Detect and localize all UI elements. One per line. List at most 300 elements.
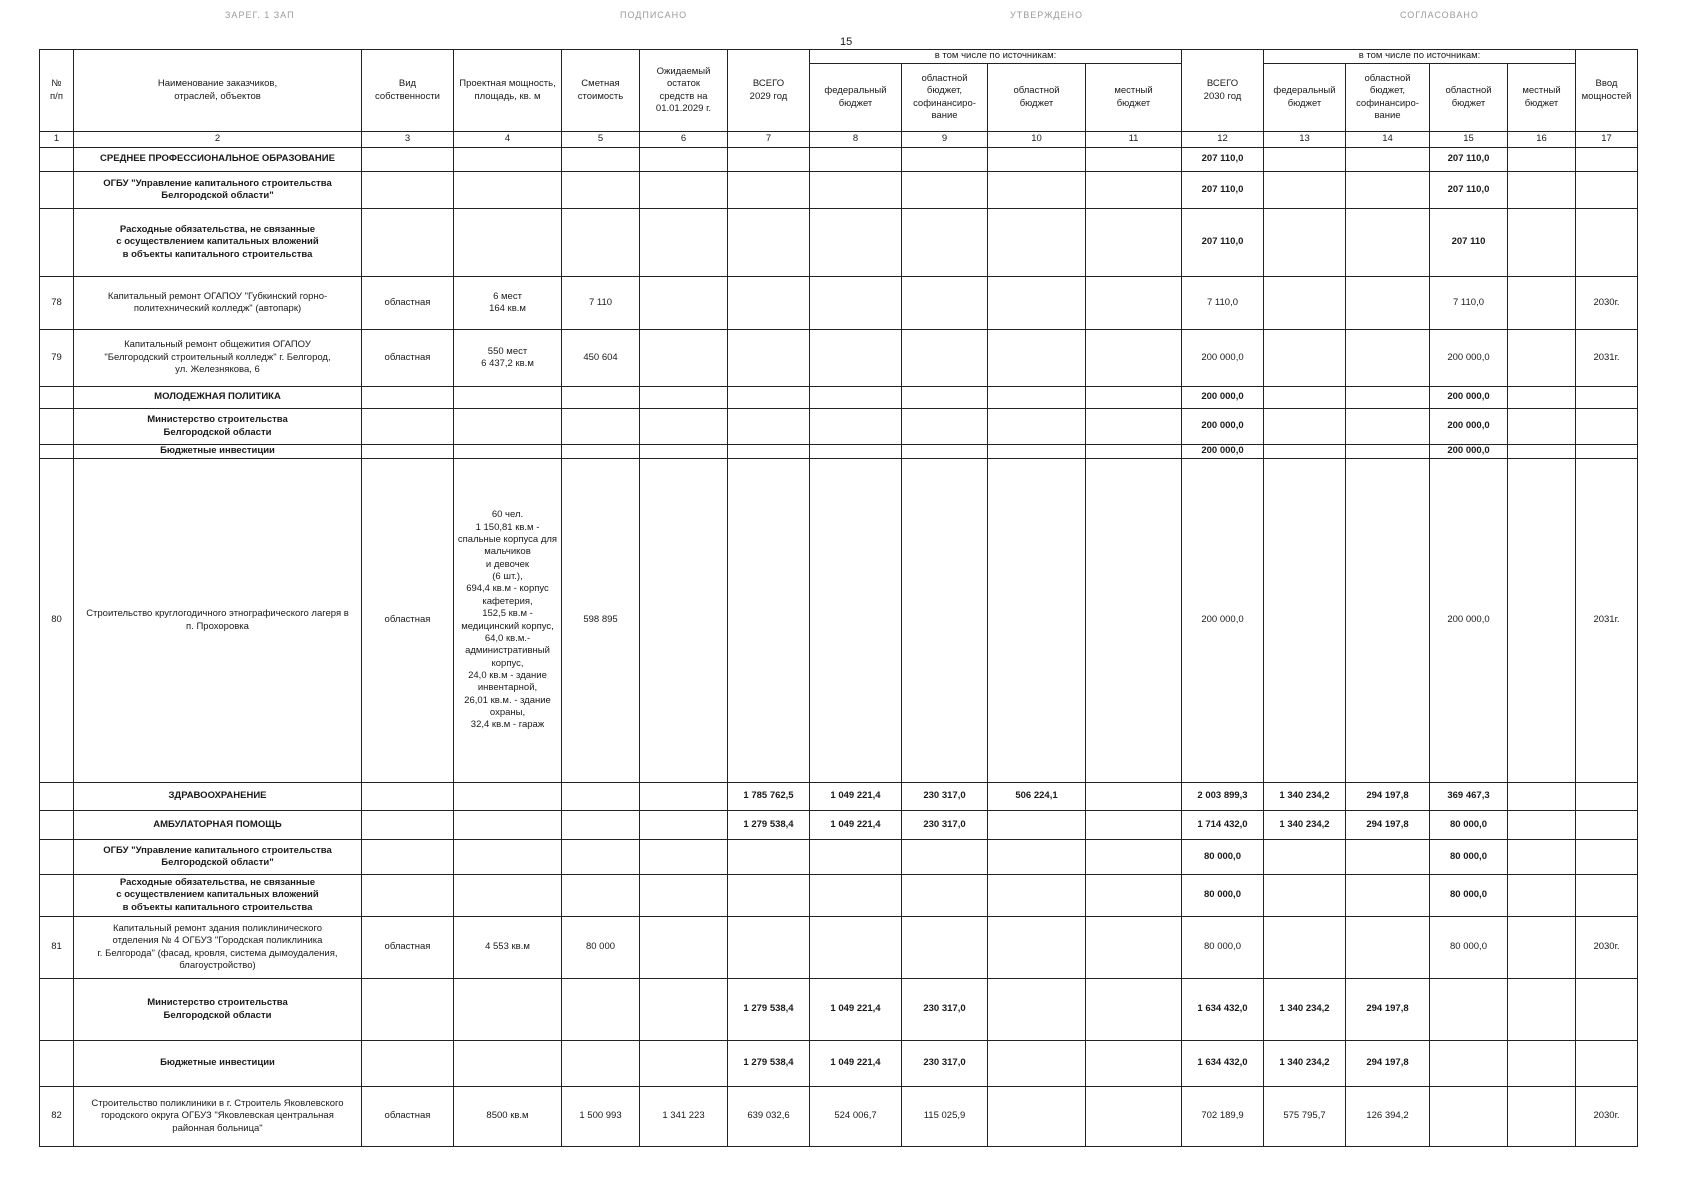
- cell-rc30: [1346, 209, 1430, 277]
- cell-rem: [640, 209, 728, 277]
- header-sources-group-2: в том числе по источникам:: [1264, 50, 1576, 64]
- column-number: 10: [988, 132, 1086, 148]
- cell-own: [362, 1041, 454, 1087]
- cell-f30: 1 340 234,2: [1264, 979, 1346, 1041]
- cell-est: 450 604: [562, 330, 640, 387]
- cell-rc29: 230 317,0: [902, 783, 988, 811]
- cell-rc29: 230 317,0: [902, 979, 988, 1041]
- cell-rc30: 294 197,8: [1346, 1041, 1430, 1087]
- cell-t30: 7 110,0: [1182, 277, 1264, 330]
- cell-comm: 2030г.: [1576, 1087, 1638, 1147]
- cell-r29: [988, 148, 1086, 172]
- cell-comm: [1576, 979, 1638, 1041]
- cell-l29: [1086, 172, 1182, 209]
- cell-l29: [1086, 409, 1182, 445]
- cell-comm: [1576, 840, 1638, 875]
- cell-f29: [810, 172, 902, 209]
- header-ownership: Вид собственности: [362, 50, 454, 132]
- cell-t29: [728, 277, 810, 330]
- cell-f30: [1264, 330, 1346, 387]
- cell-l30: [1508, 330, 1576, 387]
- cell-rem: [640, 840, 728, 875]
- cell-t29: 639 032,6: [728, 1087, 810, 1147]
- cell-comm: [1576, 409, 1638, 445]
- cell-l30: [1508, 783, 1576, 811]
- cell-comm: 2030г.: [1576, 917, 1638, 979]
- cell-name: Министерство строительства Белгородской области: [74, 409, 362, 445]
- cell-own: [362, 979, 454, 1041]
- cell-t30: 702 189,9: [1182, 1087, 1264, 1147]
- cell-f30: 575 795,7: [1264, 1087, 1346, 1147]
- cell-r30: 207 110,0: [1430, 148, 1508, 172]
- cell-r30: 80 000,0: [1430, 917, 1508, 979]
- cell-rc30: [1346, 148, 1430, 172]
- cell-cap: [454, 172, 562, 209]
- cell-r30: 80 000,0: [1430, 811, 1508, 840]
- cell-rc30: [1346, 875, 1430, 917]
- cell-f29: [810, 387, 902, 409]
- cell-rc30: [1346, 387, 1430, 409]
- header-commissioning: Ввод мощностей: [1576, 50, 1638, 132]
- cell-r29: [988, 1041, 1086, 1087]
- column-number: 5: [562, 132, 640, 148]
- column-number: 14: [1346, 132, 1430, 148]
- cell-f29: [810, 875, 902, 917]
- cell-r30: [1430, 1087, 1508, 1147]
- cell-rc30: [1346, 840, 1430, 875]
- header-name: Наименование заказчиков, отраслей, объектов: [74, 50, 362, 132]
- cell-num: [40, 783, 74, 811]
- cell-rc30: 294 197,8: [1346, 979, 1430, 1041]
- scan-mark-3: УТВЕРЖДЕНО: [1010, 10, 1084, 20]
- header-federal-2030: федеральный бюджет: [1264, 64, 1346, 132]
- cell-rc30: [1346, 172, 1430, 209]
- cell-cap: [454, 783, 562, 811]
- cell-comm: [1576, 811, 1638, 840]
- cell-t29: [728, 209, 810, 277]
- header-regional-cof-2030: областной бюджет, софинансиро- вание: [1346, 64, 1430, 132]
- cell-f29: 1 049 221,4: [810, 979, 902, 1041]
- cell-r30: 369 467,3: [1430, 783, 1508, 811]
- cell-cap: [454, 387, 562, 409]
- cell-rc30: [1346, 445, 1430, 459]
- header-sources-group-1: в том числе по источникам:: [810, 50, 1182, 64]
- table-row: [40, 387, 1638, 409]
- cell-rem: [640, 459, 728, 783]
- cell-rem: 1 341 223: [640, 1087, 728, 1147]
- column-number: 1: [40, 132, 74, 148]
- header-federal-2029: федеральный бюджет: [810, 64, 902, 132]
- cell-rc30: 294 197,8: [1346, 811, 1430, 840]
- cell-l30: [1508, 917, 1576, 979]
- cell-rem: [640, 172, 728, 209]
- cell-t30: 200 000,0: [1182, 330, 1264, 387]
- cell-name: МОЛОДЕЖНАЯ ПОЛИТИКА: [74, 387, 362, 409]
- column-number: 12: [1182, 132, 1264, 148]
- cell-f30: 1 340 234,2: [1264, 811, 1346, 840]
- cell-comm: [1576, 445, 1638, 459]
- cell-est: [562, 172, 640, 209]
- cell-f29: 1 049 221,4: [810, 811, 902, 840]
- cell-rc29: 230 317,0: [902, 811, 988, 840]
- cell-rc30: 294 197,8: [1346, 783, 1430, 811]
- column-number: 8: [810, 132, 902, 148]
- page-number: 15: [840, 36, 853, 48]
- table-row: [40, 1041, 1638, 1087]
- cell-own: [362, 387, 454, 409]
- cell-t30: 200 000,0: [1182, 459, 1264, 783]
- column-number: 3: [362, 132, 454, 148]
- cell-rem: [640, 445, 728, 459]
- cell-rem: [640, 1041, 728, 1087]
- cell-l30: [1508, 811, 1576, 840]
- cell-est: [562, 979, 640, 1041]
- cell-own: областная: [362, 277, 454, 330]
- cell-l30: [1508, 979, 1576, 1041]
- cell-rc30: [1346, 330, 1430, 387]
- cell-f29: [810, 330, 902, 387]
- cell-est: [562, 445, 640, 459]
- cell-r30: [1430, 1041, 1508, 1087]
- table-row: [40, 979, 1638, 1041]
- cell-comm: 2031г.: [1576, 330, 1638, 387]
- cell-f29: [810, 917, 902, 979]
- cell-cap: [454, 875, 562, 917]
- cell-l30: [1508, 387, 1576, 409]
- cell-f30: [1264, 875, 1346, 917]
- cell-f30: [1264, 387, 1346, 409]
- cell-num: [40, 445, 74, 459]
- cell-est: [562, 387, 640, 409]
- cell-own: областная: [362, 917, 454, 979]
- cell-r29: [988, 979, 1086, 1041]
- cell-l29: [1086, 387, 1182, 409]
- cell-own: областная: [362, 459, 454, 783]
- cell-t30: 200 000,0: [1182, 409, 1264, 445]
- cell-t29: 1 279 538,4: [728, 1041, 810, 1087]
- table-row: [40, 445, 1638, 459]
- cell-own: [362, 811, 454, 840]
- cell-r29: 506 224,1: [988, 783, 1086, 811]
- cell-l30: [1508, 1041, 1576, 1087]
- cell-r29: [988, 459, 1086, 783]
- cell-r30: 7 110,0: [1430, 277, 1508, 330]
- cell-r29: [988, 875, 1086, 917]
- cell-r29: [988, 277, 1086, 330]
- cell-l29: [1086, 917, 1182, 979]
- header-estimate: Сметная стоимость: [562, 50, 640, 132]
- cell-num: [40, 840, 74, 875]
- cell-t30: 207 110,0: [1182, 172, 1264, 209]
- cell-est: 7 110: [562, 277, 640, 330]
- cell-name: ЗДРАВООХРАНЕНИЕ: [74, 783, 362, 811]
- cell-l30: [1508, 209, 1576, 277]
- cell-num: 79: [40, 330, 74, 387]
- cell-l29: [1086, 1087, 1182, 1147]
- cell-rc29: [902, 917, 988, 979]
- cell-rem: [640, 783, 728, 811]
- cell-rc30: [1346, 917, 1430, 979]
- cell-f29: [810, 209, 902, 277]
- cell-l30: [1508, 1087, 1576, 1147]
- scan-mark-1: ЗАРЕГ. 1 ЗАП: [225, 10, 295, 20]
- cell-own: [362, 148, 454, 172]
- cell-rc29: [902, 148, 988, 172]
- cell-num: [40, 875, 74, 917]
- cell-t30: 2 003 899,3: [1182, 783, 1264, 811]
- cell-rc29: [902, 840, 988, 875]
- cell-rc29: [902, 209, 988, 277]
- cell-r29: [988, 840, 1086, 875]
- cell-est: 598 895: [562, 459, 640, 783]
- cell-f30: [1264, 277, 1346, 330]
- cell-t30: 80 000,0: [1182, 875, 1264, 917]
- cell-r30: [1430, 979, 1508, 1041]
- cell-rc29: [902, 277, 988, 330]
- cell-comm: [1576, 209, 1638, 277]
- cell-f30: [1264, 209, 1346, 277]
- cell-l29: [1086, 459, 1182, 783]
- cell-own: областная: [362, 1087, 454, 1147]
- cell-t30: 1 714 432,0: [1182, 811, 1264, 840]
- cell-rc29: [902, 409, 988, 445]
- cell-f30: [1264, 840, 1346, 875]
- cell-cap: 6 мест 164 кв.м: [454, 277, 562, 330]
- cell-num: [40, 1041, 74, 1087]
- cell-rc29: [902, 459, 988, 783]
- cell-t30: 207 110,0: [1182, 148, 1264, 172]
- cell-r29: [988, 409, 1086, 445]
- cell-f30: [1264, 445, 1346, 459]
- column-number: 11: [1086, 132, 1182, 148]
- cell-rem: [640, 875, 728, 917]
- cell-rem: [640, 330, 728, 387]
- cell-num: [40, 172, 74, 209]
- cell-r30: 80 000,0: [1430, 840, 1508, 875]
- cell-rc30: [1346, 409, 1430, 445]
- cell-name: ОГБУ "Управление капитального строительства Белгородской области": [74, 172, 362, 209]
- cell-name: Капитальный ремонт здания поликлинического отделения № 4 ОГБУЗ "Городская поликлиника г. Белгорода" (фасад, кровля, система дымоудаления, благоустройство): [74, 917, 362, 979]
- cell-rc29: 115 025,9: [902, 1087, 988, 1147]
- header-total-2030: ВСЕГО 2030 год: [1182, 50, 1264, 132]
- cell-est: [562, 148, 640, 172]
- column-number: 13: [1264, 132, 1346, 148]
- cell-t29: [728, 445, 810, 459]
- table-row: [40, 875, 1638, 917]
- cell-est: [562, 209, 640, 277]
- cell-l30: [1508, 459, 1576, 783]
- cell-num: 82: [40, 1087, 74, 1147]
- cell-est: [562, 811, 640, 840]
- cell-l29: [1086, 840, 1182, 875]
- cell-name: СРЕДНЕЕ ПРОФЕССИОНАЛЬНОЕ ОБРАЗОВАНИЕ: [74, 148, 362, 172]
- header-regional-cof-2029: областной бюджет, софинансиро- вание: [902, 64, 988, 132]
- cell-t30: 1 634 432,0: [1182, 979, 1264, 1041]
- cell-t30: 207 110,0: [1182, 209, 1264, 277]
- cell-t29: 1 279 538,4: [728, 979, 810, 1041]
- cell-r29: [988, 330, 1086, 387]
- cell-rem: [640, 917, 728, 979]
- cell-l29: [1086, 875, 1182, 917]
- cell-l29: [1086, 1041, 1182, 1087]
- cell-t29: [728, 172, 810, 209]
- cell-t29: 1 785 762,5: [728, 783, 810, 811]
- cell-f29: [810, 840, 902, 875]
- cell-name: Бюджетные инвестиции: [74, 1041, 362, 1087]
- cell-own: [362, 209, 454, 277]
- cell-name: Расходные обязательства, не связанные с осуществлением капитальных вложений в объекты капитального строительства: [74, 209, 362, 277]
- column-number: 15: [1430, 132, 1508, 148]
- scan-mark-2: ПОДПИСАНО: [620, 10, 688, 20]
- table-row: [40, 172, 1638, 209]
- cell-r29: [988, 917, 1086, 979]
- table-row: [40, 811, 1638, 840]
- cell-own: областная: [362, 330, 454, 387]
- cell-f30: [1264, 917, 1346, 979]
- cell-rem: [640, 387, 728, 409]
- cell-f29: 1 049 221,4: [810, 1041, 902, 1087]
- cell-l30: [1508, 445, 1576, 459]
- budget-table: [39, 49, 1638, 1147]
- cell-cap: 4 553 кв.м: [454, 917, 562, 979]
- column-number: 17: [1576, 132, 1638, 148]
- cell-comm: [1576, 387, 1638, 409]
- cell-rc29: [902, 387, 988, 409]
- table-row: [40, 459, 1638, 783]
- cell-rem: [640, 277, 728, 330]
- cell-t29: [728, 148, 810, 172]
- cell-r29: [988, 209, 1086, 277]
- cell-num: 78: [40, 277, 74, 330]
- cell-l30: [1508, 148, 1576, 172]
- cell-num: [40, 811, 74, 840]
- column-number: 7: [728, 132, 810, 148]
- cell-name: АМБУЛАТОРНАЯ ПОМОЩЬ: [74, 811, 362, 840]
- cell-l29: [1086, 209, 1182, 277]
- cell-cap: [454, 409, 562, 445]
- cell-name: Капитальный ремонт общежития ОГАПОУ "Белгородский строительный колледж" г. Белгород, ул. Железнякова, 6: [74, 330, 362, 387]
- cell-t29: 1 279 538,4: [728, 811, 810, 840]
- cell-rc29: [902, 172, 988, 209]
- cell-t29: [728, 387, 810, 409]
- cell-t29: [728, 459, 810, 783]
- cell-l30: [1508, 840, 1576, 875]
- cell-comm: 2030г.: [1576, 277, 1638, 330]
- scan-mark-4: СОГЛАСОВАНО: [1400, 10, 1479, 20]
- cell-cap: [454, 811, 562, 840]
- cell-name: Капитальный ремонт ОГАПОУ "Губкинский горно- политехнический колледж" (автопарк): [74, 277, 362, 330]
- cell-cap: 550 мест 6 437,2 кв.м: [454, 330, 562, 387]
- cell-r30: 200 000,0: [1430, 387, 1508, 409]
- table-body: [40, 148, 1638, 1147]
- cell-f29: 524 006,7: [810, 1087, 902, 1147]
- cell-rc29: [902, 875, 988, 917]
- cell-num: [40, 209, 74, 277]
- cell-rc29: [902, 330, 988, 387]
- cell-t29: [728, 409, 810, 445]
- cell-r30: 207 110: [1430, 209, 1508, 277]
- cell-f30: 1 340 234,2: [1264, 783, 1346, 811]
- cell-name: Расходные обязательства, не связанные с осуществлением капитальных вложений в объекты капитального строительства: [74, 875, 362, 917]
- cell-cap: [454, 979, 562, 1041]
- cell-l30: [1508, 277, 1576, 330]
- cell-l30: [1508, 875, 1576, 917]
- cell-est: [562, 875, 640, 917]
- header-local-2030: местный бюджет: [1508, 64, 1576, 132]
- cell-f29: [810, 277, 902, 330]
- cell-own: [362, 875, 454, 917]
- cell-num: 80: [40, 459, 74, 783]
- column-number: 9: [902, 132, 988, 148]
- cell-r30: 200 000,0: [1430, 330, 1508, 387]
- cell-name: Министерство строительства Белгородской области: [74, 979, 362, 1041]
- table-row: [40, 330, 1638, 387]
- cell-r29: [988, 1087, 1086, 1147]
- cell-est: [562, 783, 640, 811]
- cell-r30: 80 000,0: [1430, 875, 1508, 917]
- cell-l29: [1086, 783, 1182, 811]
- cell-t30: 200 000,0: [1182, 387, 1264, 409]
- cell-est: [562, 409, 640, 445]
- cell-name: ОГБУ "Управление капитального строительства Белгородской области": [74, 840, 362, 875]
- cell-comm: 2031г.: [1576, 459, 1638, 783]
- cell-r29: [988, 172, 1086, 209]
- cell-l29: [1086, 979, 1182, 1041]
- table-row: [40, 783, 1638, 811]
- cell-comm: [1576, 172, 1638, 209]
- cell-l29: [1086, 277, 1182, 330]
- cell-r30: 200 000,0: [1430, 409, 1508, 445]
- cell-f30: [1264, 459, 1346, 783]
- table-row: [40, 209, 1638, 277]
- cell-l29: [1086, 445, 1182, 459]
- column-numbers-row: [40, 132, 1638, 148]
- cell-f29: [810, 459, 902, 783]
- cell-name: Бюджетные инвестиции: [74, 445, 362, 459]
- header-local-2029: местный бюджет: [1086, 64, 1182, 132]
- cell-r29: [988, 445, 1086, 459]
- cell-own: [362, 783, 454, 811]
- cell-own: [362, 409, 454, 445]
- cell-f30: [1264, 409, 1346, 445]
- cell-f30: 1 340 234,2: [1264, 1041, 1346, 1087]
- cell-l29: [1086, 811, 1182, 840]
- cell-rem: [640, 409, 728, 445]
- cell-rc29: 230 317,0: [902, 1041, 988, 1087]
- cell-l30: [1508, 172, 1576, 209]
- cell-f29: 1 049 221,4: [810, 783, 902, 811]
- cell-cap: [454, 148, 562, 172]
- cell-r29: [988, 811, 1086, 840]
- table-row: [40, 409, 1638, 445]
- cell-own: [362, 840, 454, 875]
- cell-t30: 80 000,0: [1182, 917, 1264, 979]
- cell-f29: [810, 445, 902, 459]
- cell-cap: [454, 209, 562, 277]
- cell-f29: [810, 148, 902, 172]
- cell-t29: [728, 917, 810, 979]
- cell-comm: [1576, 875, 1638, 917]
- column-number: 6: [640, 132, 728, 148]
- cell-t30: 1 634 432,0: [1182, 1041, 1264, 1087]
- table-row: [40, 148, 1638, 172]
- header-remainder: Ожидаемый остаток средств на 01.01.2029 г.: [640, 50, 728, 132]
- cell-r29: [988, 387, 1086, 409]
- cell-t30: 200 000,0: [1182, 445, 1264, 459]
- cell-l29: [1086, 330, 1182, 387]
- cell-num: [40, 387, 74, 409]
- cell-num: [40, 979, 74, 1041]
